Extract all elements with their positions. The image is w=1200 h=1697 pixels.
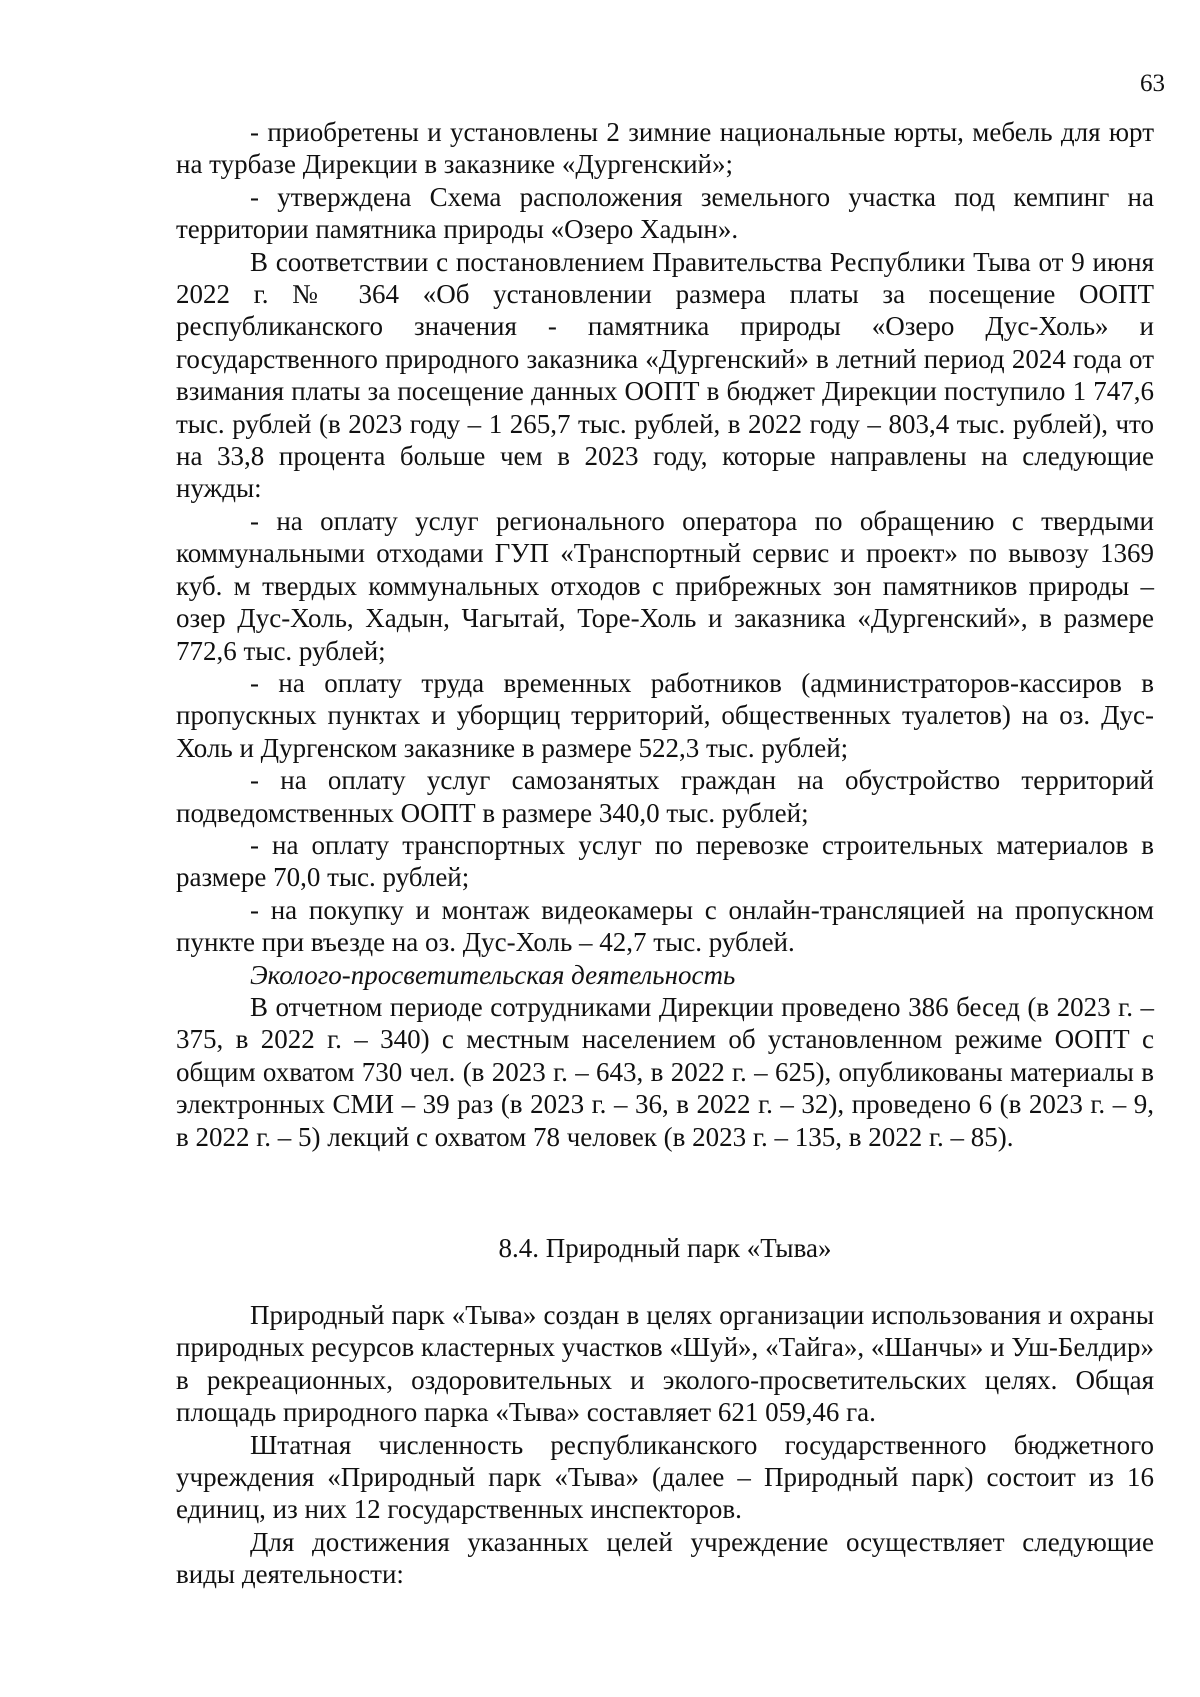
list-item-temporary-workers: - на оплату труда временных работников (администраторов-кассиров в пропускных пунктах и уборщиц территорий, общественных туалетов) на оз. Дус-Холь и Дургенском заказнике в размере 522,3 тыс. рублей; — [176, 667, 1154, 763]
section-heading: 8.4. Природный парк «Тыва» — [498, 1233, 832, 1263]
list-item-camping-scheme: - утверждена Схема расположения земельного участка под кемпинг на территории памятника природы «Озеро Хадын». — [176, 181, 1154, 245]
paragraph-fee-income: В соответствии с постановлением Правительства Республики Тыва от 9 июня 2022 г. № 364 «Об установлении размера платы за посещение ООПТ республиканского значения - памятника природы «Озеро Дус-Холь» и государственного природного заказника «Дургенский» в летний период 2024 года от взимания платы за посещение данных ООПТ в бюджет Дирекции поступило 1 747,6 тыс. рублей (в 2023 году – 1 265,7 тыс. рублей, в 2022 году – 803,4 тыс. рублей), что на 33,8 процента больше чем в 2023 году, которые направлены на следующие нужды: — [176, 246, 1154, 504]
list-item-video-camera: - на покупку и монтаж видеокамеры с онлайн-трансляцией на пропускном пункте при въезде на оз. Дус-Холь – 42,7 тыс. рублей. — [176, 894, 1154, 958]
page-number: 63 — [1140, 70, 1165, 97]
list-item-yurts: - приобретены и установлены 2 зимние национальные юрты, мебель для юрт на турбазе Дирекции в заказнике «Дургенский»; — [176, 117, 1154, 180]
list-item-self-employed: - на оплату услуг самозанятых граждан на обустройство территорий подведомственных ООПТ в размере 340,0 тыс. рублей; — [176, 765, 1154, 828]
paragraph-staff-count: Штатная численность республиканского государственного бюджетного учреждения «Природный парк «Тыва» (далее – Природный парк) состоит из 16 единиц, из них 12 государственных инспекторов. — [176, 1429, 1154, 1525]
list-item-waste-removal: - на оплату услуг регионального оператора по обращению с твердыми коммунальными отходами ГУП «Транспортный сервис и проект» по вывозу 1369 куб. м твердых коммунальных отходов с прибрежных зон памятников природы – озер Дус-Холь, Хадын, Чагытай, Торе-Холь и заказника «Дургенский», в размере 772,6 тыс. рублей; — [176, 505, 1154, 666]
body-text-block — [176, 116, 1154, 1153]
paragraph-activities-intro: Для достижения указанных целей учреждение осуществляет следующие виды деятельности: — [176, 1526, 1154, 1590]
paragraph-park-purpose: Природный парк «Тыва» создан в целях организации использования и охраны природных ресурсов кластерных участков «Шуй», «Тайга», «Шанчы» и Уш-Белдир» в рекреационных, оздоровительных и эколого-просветительских целях. Общая площадь природного парка «Тыва» составляет 621 059,46 га. — [176, 1300, 1154, 1428]
section-body-text — [176, 1299, 1154, 1591]
list-item-transport: - на оплату транспортных услуг по перевозке строительных материалов в размере 70,0 тыс. рублей; — [176, 829, 1154, 893]
paragraph-eco-education: В отчетном периоде сотрудниками Дирекции проведено 386 бесед (в 2023 г. – 375, в 2022 г. – 340) с местным населением об установленном режиме ООПТ с общим охватом 730 чел. (в 2023 г. – 643, в 2022 г. – 625), опубликованы материалы в электронных СМИ – 39 раз (в 2023 г. – 36, в 2022 г. – 32), проведено 6 (в 2023 г. – 9, в 2022 г. – 5) лекций с охватом 78 человек (в 2023 г. – 135, в 2022 г. – 85). — [176, 991, 1154, 1152]
subheading-eco-education: Эколого-просветительская деятельность — [250, 959, 736, 990]
